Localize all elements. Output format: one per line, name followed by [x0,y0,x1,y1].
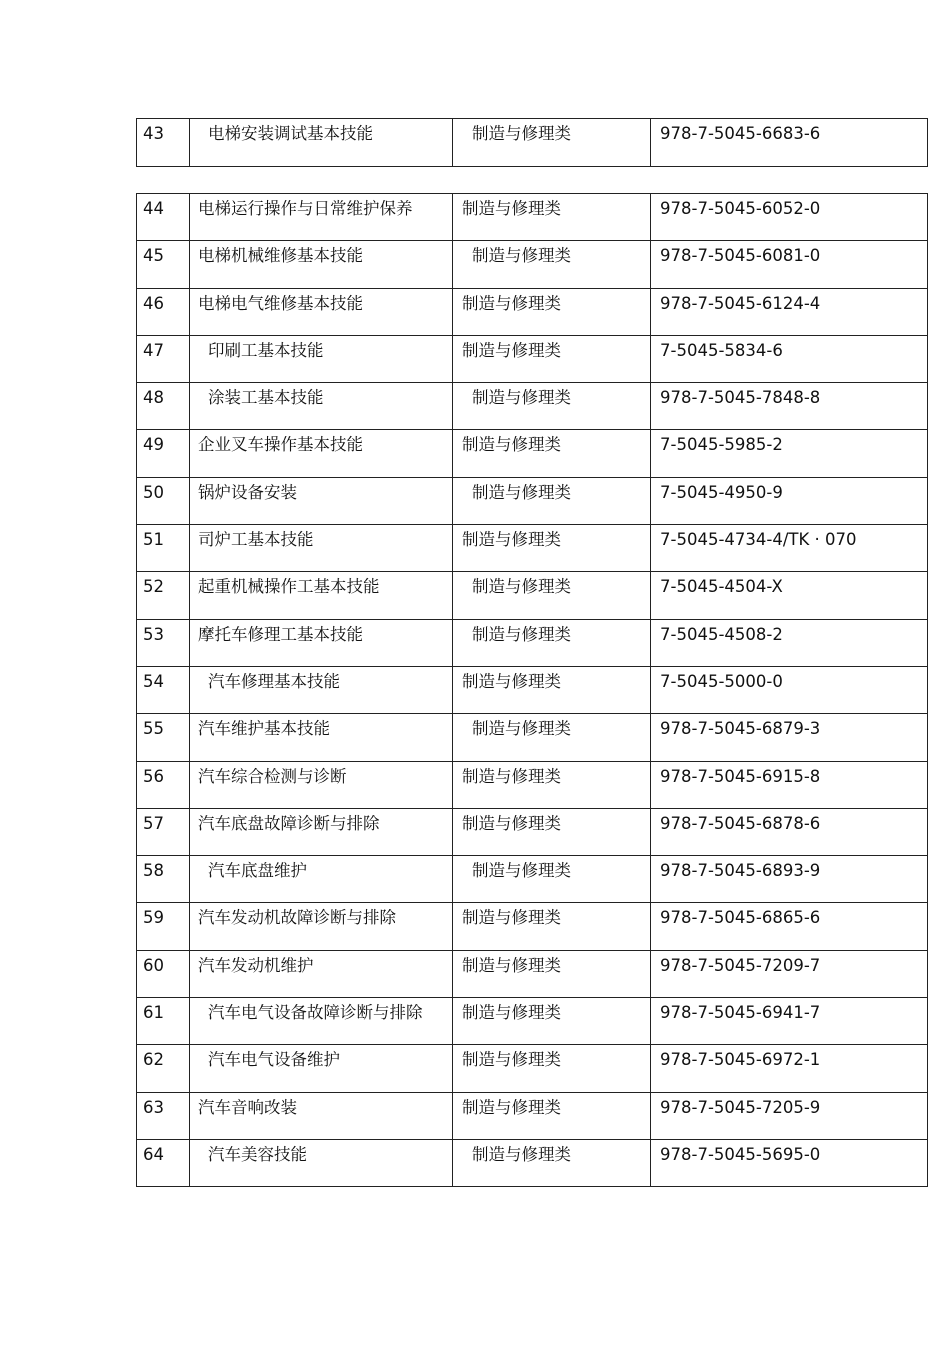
book-category-cell [453,119,651,167]
book-category-cell [453,856,651,903]
book-isbn-cell [651,241,928,288]
book-table-top [136,118,928,167]
table-row [137,241,928,288]
row-number-cell [137,666,190,713]
table-row [137,119,928,167]
book-title: 汽车音响改装 [198,1097,297,1117]
row-number-cell [137,998,190,1045]
row-number: 44 [143,199,164,218]
book-isbn-cell [651,1092,928,1139]
book-isbn-cell [651,903,928,950]
book-category-cell [453,1139,651,1186]
row-number-cell [137,619,190,666]
book-isbn: 978-7-5045-6972-1 [660,1050,821,1070]
book-category: 制造与修理类 [462,671,561,691]
row-number-cell [137,194,190,241]
table-row [137,619,928,666]
book-category: 制造与修理类 [462,1097,561,1117]
table-body [137,194,928,1187]
book-title-cell [190,241,453,288]
book-title-cell [190,714,453,761]
table-row [137,998,928,1045]
book-title-cell [190,477,453,524]
row-number-cell [137,119,190,167]
book-title-cell [190,194,453,241]
book-isbn-cell [651,1045,928,1092]
book-title-cell [190,119,453,167]
book-title: 汽车发动机故障诊断与排除 [198,908,396,928]
book-title-cell [190,288,453,335]
book-isbn: 7-5045-5000-0 [660,671,783,691]
table-row [137,903,928,950]
row-number: 64 [143,1144,164,1164]
book-title: 涂装工基本技能 [208,388,324,408]
table-row [137,288,928,335]
book-category: 制造与修理类 [472,719,571,739]
book-category-cell [453,194,651,241]
row-number-cell [137,1139,190,1186]
row-number: 52 [143,577,164,597]
book-category-cell [453,666,651,713]
book-category: 制造与修理类 [462,340,561,360]
book-category-cell [453,525,651,572]
book-title-cell [190,383,453,430]
book-isbn: 978-7-5045-7848-8 [660,388,821,408]
book-isbn-cell [651,714,928,761]
book-isbn-cell [651,950,928,997]
book-title-cell [190,1092,453,1139]
book-title-cell [190,998,453,1045]
book-title-cell [190,666,453,713]
book-category-cell [453,619,651,666]
book-isbn-cell [651,761,928,808]
book-isbn: 978-7-5045-6081-0 [660,246,821,266]
book-title-cell [190,950,453,997]
book-title: 电梯机械维修基本技能 [198,246,363,266]
row-number-cell [137,903,190,950]
book-category-cell [453,383,651,430]
book-title: 汽车维护基本技能 [198,719,330,739]
book-isbn-cell [651,288,928,335]
row-number-cell [137,1092,190,1139]
book-isbn: 978-7-5045-6052-0 [660,199,821,218]
row-number: 59 [143,908,164,928]
table-row [137,950,928,997]
book-isbn-cell [651,335,928,382]
row-number: 58 [143,861,164,881]
table-row [137,194,928,241]
book-isbn-cell [651,572,928,619]
book-title: 企业叉车操作基本技能 [198,435,363,455]
book-title-cell [190,1045,453,1092]
book-category: 制造与修理类 [462,530,561,550]
book-isbn: 978-7-5045-6878-6 [660,813,821,833]
row-number-cell [137,1045,190,1092]
book-isbn-cell [651,619,928,666]
row-number: 47 [143,340,164,360]
row-number: 51 [143,530,164,550]
book-title-cell [190,856,453,903]
book-category-cell [453,761,651,808]
row-number-cell [137,808,190,855]
row-number: 62 [143,1050,164,1070]
row-number: 53 [143,624,164,644]
row-number: 63 [143,1097,164,1117]
book-isbn-cell [651,430,928,477]
table-row [137,808,928,855]
book-title: 汽车美容技能 [208,1144,307,1164]
table-row [137,856,928,903]
table-row [137,525,928,572]
table-row [137,666,928,713]
book-category-cell [453,950,651,997]
book-isbn-cell [651,525,928,572]
table-row [137,430,928,477]
row-number-cell [137,383,190,430]
book-title-cell [190,903,453,950]
table-row [137,477,928,524]
table-row [137,572,928,619]
row-number-cell [137,288,190,335]
book-category-cell [453,903,651,950]
book-category: 制造与修理类 [472,246,571,266]
book-category-cell [453,1092,651,1139]
book-isbn-cell [651,477,928,524]
book-isbn: 978-7-5045-6879-3 [660,719,821,739]
book-isbn-cell [651,383,928,430]
book-category: 制造与修理类 [462,955,561,975]
book-category-cell [453,430,651,477]
book-title-cell [190,1139,453,1186]
book-category-cell [453,998,651,1045]
book-isbn: 978-7-5045-6915-8 [660,766,821,786]
table-row [137,1139,928,1186]
row-number: 48 [143,388,164,408]
row-number: 55 [143,719,164,739]
book-isbn: 978-7-5045-6893-9 [660,861,821,881]
book-category: 制造与修理类 [462,908,561,928]
book-isbn-cell [651,119,928,167]
book-isbn: 978-7-5045-7209-7 [660,955,821,975]
row-number-cell [137,525,190,572]
book-category-cell [453,808,651,855]
table-row [137,1045,928,1092]
book-category: 制造与修理类 [472,482,571,502]
table-body [137,119,928,167]
book-isbn-cell [651,1139,928,1186]
row-number: 49 [143,435,164,455]
book-title: 汽车综合检测与诊断 [198,766,347,786]
book-isbn-cell [651,856,928,903]
book-category-cell [453,572,651,619]
book-category-cell [453,288,651,335]
book-isbn: 978-7-5045-5695-0 [660,1144,821,1164]
book-title: 汽车底盘故障诊断与排除 [198,813,380,833]
book-isbn: 7-5045-5834-6 [660,340,783,360]
book-title: 起重机械操作工基本技能 [198,577,380,597]
book-table-main [136,193,928,1187]
book-title: 印刷工基本技能 [208,340,324,360]
book-isbn-cell [651,194,928,241]
book-title-cell [190,430,453,477]
book-category-cell [453,477,651,524]
row-number: 57 [143,813,164,833]
row-number: 54 [143,671,164,691]
book-category: 制造与修理类 [462,766,561,786]
row-number: 43 [143,124,164,143]
book-isbn: 7-5045-4950-9 [660,482,783,502]
book-title-cell [190,572,453,619]
row-number-cell [137,572,190,619]
book-title-cell [190,761,453,808]
book-category: 制造与修理类 [472,1144,571,1164]
book-isbn: 978-7-5045-6941-7 [660,1003,821,1023]
row-number-cell [137,477,190,524]
book-title: 司炉工基本技能 [198,530,314,550]
row-number-cell [137,335,190,382]
book-title-cell [190,619,453,666]
book-isbn-cell [651,666,928,713]
row-number-cell [137,241,190,288]
book-title: 锅炉设备安装 [198,482,297,502]
book-category: 制造与修理类 [462,199,561,218]
row-number-cell [137,761,190,808]
book-title: 汽车电气设备故障诊断与排除 [208,1003,423,1023]
book-category: 制造与修理类 [462,293,561,313]
book-isbn: 978-7-5045-6683-6 [660,124,821,143]
row-number-cell [137,430,190,477]
book-isbn: 7-5045-4508-2 [660,624,783,644]
book-category-cell [453,1045,651,1092]
book-category: 制造与修理类 [472,624,571,644]
row-number-cell [137,856,190,903]
book-title: 汽车修理基本技能 [208,671,340,691]
book-title: 摩托车修理工基本技能 [198,624,363,644]
book-isbn: 978-7-5045-7205-9 [660,1097,821,1117]
row-number: 60 [143,955,164,975]
book-category: 制造与修理类 [472,577,571,597]
book-isbn: 7-5045-5985-2 [660,435,783,455]
book-title: 电梯电气维修基本技能 [198,293,363,313]
row-number: 56 [143,766,164,786]
table-row [137,761,928,808]
book-category-cell [453,335,651,382]
book-category: 制造与修理类 [462,1003,561,1023]
book-category: 制造与修理类 [472,124,571,143]
book-category: 制造与修理类 [462,435,561,455]
row-number: 61 [143,1003,164,1023]
table-row [137,1092,928,1139]
book-isbn: 7-5045-4734-4/TK · 070 [660,530,857,550]
row-number: 45 [143,246,164,266]
book-category-cell [453,714,651,761]
table-row [137,335,928,382]
row-number: 50 [143,482,164,502]
book-title-cell [190,525,453,572]
table-row [137,714,928,761]
book-title-cell [190,335,453,382]
book-category-cell [453,241,651,288]
book-title-cell [190,808,453,855]
book-title: 汽车底盘维护 [208,861,307,881]
book-isbn-cell [651,998,928,1045]
book-title: 电梯运行操作与日常维护保养 [198,199,413,218]
row-number: 46 [143,293,164,313]
table-row [137,383,928,430]
row-number-cell [137,950,190,997]
book-title: 汽车电气设备维护 [208,1050,340,1070]
book-category: 制造与修理类 [462,813,561,833]
row-number-cell [137,714,190,761]
book-category: 制造与修理类 [472,388,571,408]
book-isbn: 978-7-5045-6865-6 [660,908,821,928]
book-isbn-cell [651,808,928,855]
book-category: 制造与修理类 [462,1050,561,1070]
book-isbn: 978-7-5045-6124-4 [660,293,821,313]
book-category: 制造与修理类 [472,861,571,881]
book-isbn: 7-5045-4504-X [660,577,783,597]
book-title: 汽车发动机维护 [198,955,314,975]
book-title: 电梯安装调试基本技能 [208,124,373,143]
